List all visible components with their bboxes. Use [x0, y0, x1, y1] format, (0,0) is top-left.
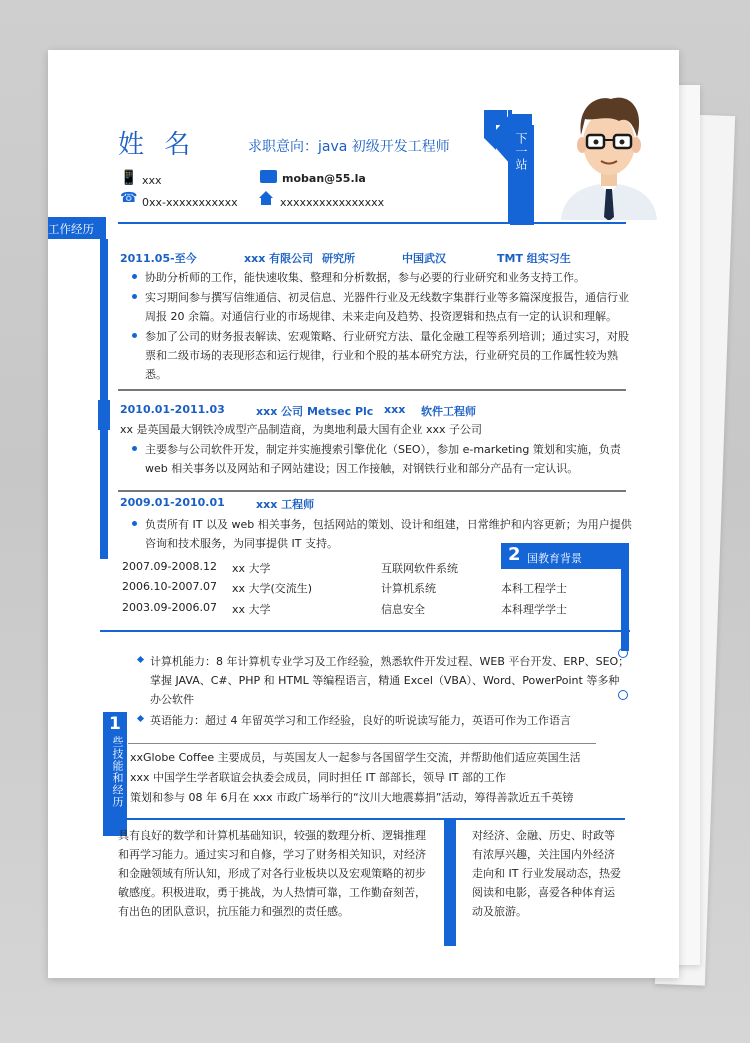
work-3-bullet-1: 负责所有 IT 以及 web 相关事务，包括网站的策划、设计和组建，日常维护和内容更新；为用户提供咨询和技术服务，为同事提供 IT 支持。 — [145, 515, 633, 553]
skills-corner-circle — [618, 690, 628, 700]
edu-3-school: xx 大学 — [232, 603, 271, 616]
work-1-bullet-2: 实习期间参与撰写信维通信、初灵信息、光器件行业及无线数字集群行业等多篇深度报告，通信行业周报 20 余篇。对通信行业的市场规律、未来走向及趋势、投资逻辑和热点有一定的认识和理解。 — [145, 288, 633, 326]
next-station-text: 下一站 — [514, 132, 528, 171]
edu-3-major: 信息安全 — [381, 603, 425, 616]
home-icon — [258, 190, 274, 206]
edu-side-bar — [621, 569, 629, 651]
timeline-node — [98, 400, 110, 430]
phone-icon: 📱 — [120, 170, 138, 186]
work-1-date: 2011.05-至今 — [120, 252, 197, 265]
work-1-dept: 研究所 — [322, 252, 355, 265]
timeline-bar — [100, 239, 108, 559]
header-divider — [118, 222, 626, 224]
activity-1: xxGlobe Coffee 主要成员，与英国友人一起参与各国留学生交流，并帮助他们适应英国生活 — [130, 751, 581, 764]
work-2-bullet-1: 主要参与公司软件开发，制定并实施搜索引擎优化（SEO），参加 e-marketing 策划和实施，负责 web 相关事务以及网站和子网站建设；因工作接触，对钢铁行业和部分产品有一定认识。 — [145, 440, 633, 478]
work-2-dept: xxx — [384, 403, 406, 416]
avatar — [553, 85, 665, 220]
work-2-intro: xx 是英国最大钢铁冷成型产品制造商，为奥地利最大国有企业 xxx 子公司 — [120, 423, 483, 436]
work-divider-2 — [118, 490, 626, 492]
interests: 对经济、金融、历史、时政等有浓厚兴趣，关注国内外经济走向和 IT 行业发展动态，热爱阅读和电影，喜爱各种体育运动及旅游。 — [472, 829, 621, 918]
work-2-date: 2010.01-2011.03 — [120, 403, 225, 416]
address-text: xxxxxxxxxxxxxxxx — [280, 196, 385, 209]
edu-2-date: 2006.10-2007.07 — [122, 580, 217, 593]
work-1-bullet-3: 参加了公司的财务报表解读、宏观策略、行业研究方法、量化金融工程等系列培训；通过实习，对股票和二级市场的表现形态和运行规律，行业和个股的基本研究方法，行业研究员的工作属性较为熟悉。 — [145, 327, 633, 384]
work-1-role: TMT 组实习生 — [497, 252, 571, 265]
edu-section-num: 2 — [508, 544, 521, 565]
email-text[interactable]: moban@55.la — [282, 172, 366, 185]
edu-1-school: xx 大学 — [232, 562, 271, 575]
activity-3: 策划和参与 08 年 6月在 xxx 市政广场举行的“汶川大地震募捐”活动，筹得善款近五千英镑 — [130, 791, 574, 804]
skill-computer: 计算机能力：8 年计算机专业学习及工作经验，熟悉软件开发过程、WEB 平台开发、ERP、SEO；掌握 JAVA、C#、PHP 和 HTML 等编程语言，精通 Excel（VBA）、Word、PowerPoint 等多种办公软件 — [150, 652, 630, 709]
edu-1-major: 互联网软件系统 — [381, 562, 458, 575]
skills-section-title: 些技能和经历 — [111, 736, 124, 808]
resume-page — [48, 50, 679, 978]
phone-label: xxx — [142, 174, 162, 187]
edu-3-date: 2003.09-2006.07 — [122, 601, 217, 614]
edu-divider — [100, 630, 630, 632]
work-3-role: xxx 工程师 — [256, 498, 315, 511]
name-title: 姓 名 — [118, 130, 197, 160]
work-3-date: 2009.01-2010.01 — [120, 496, 225, 509]
skills-section-num: 1 — [109, 714, 121, 734]
work-1-location: 中国武汉 — [402, 252, 446, 265]
edu-1-degree: 本科工程学士 — [501, 582, 567, 595]
job-intent: 求职意向：java 初级开发工程师 — [248, 139, 450, 155]
edu-2-school: xx 大学(交流生) — [232, 582, 313, 595]
next-station-label — [488, 114, 510, 164]
work-divider-1 — [118, 389, 626, 391]
skills-divider — [128, 743, 596, 744]
work-section-title: 工作经历 — [48, 222, 94, 236]
edu-1-date: 2007.09-2008.12 — [122, 560, 217, 573]
work-1-bullet-1: 协助分析师的工作，能快速收集、整理和分析数据，参与必要的行业研究和业务支持工作。 — [145, 268, 633, 287]
edu-section-title: 国教育背景 — [527, 552, 582, 565]
self-evaluation: 具有良好的数学和计算机基础知识，较强的数理分析、逻辑推理和再学习能力。通过实习和自修，学习了财务相关知识，对经济和金融领域有所认知，形成了对各行业板块以及宏观策略的初步敏感度。积极进取，勇于挑战，为人热情可靠，工作勤奋刻苦，有出色的团队意识，抗压能力和强烈的责任感。 — [118, 829, 426, 918]
work-1-company: xxx 有限公司 — [244, 252, 314, 265]
work-2-company: xxx 公司 Metsec Plc — [256, 405, 374, 418]
skill-english: 英语能力：超过 4 年留英学习和工作经验，良好的听说读写能力，英语可作为工作语言 — [150, 711, 620, 730]
columns-split-bar — [444, 818, 456, 946]
work-2-role: 软件工程师 — [421, 405, 476, 418]
telephone-icon: ☎ — [120, 190, 138, 206]
edu-3-degree: 本科理学学士 — [501, 603, 567, 616]
activities-divider — [123, 818, 625, 820]
activity-2: xxx 中国学生学者联谊会执委会成员，同时担任 IT 部部长，领导 IT 部的工作 — [130, 771, 506, 784]
edu-2-major: 计算机系统 — [381, 582, 436, 595]
phone-number: 0xx-xxxxxxxxxxx — [142, 196, 238, 209]
email-icon — [260, 170, 277, 183]
